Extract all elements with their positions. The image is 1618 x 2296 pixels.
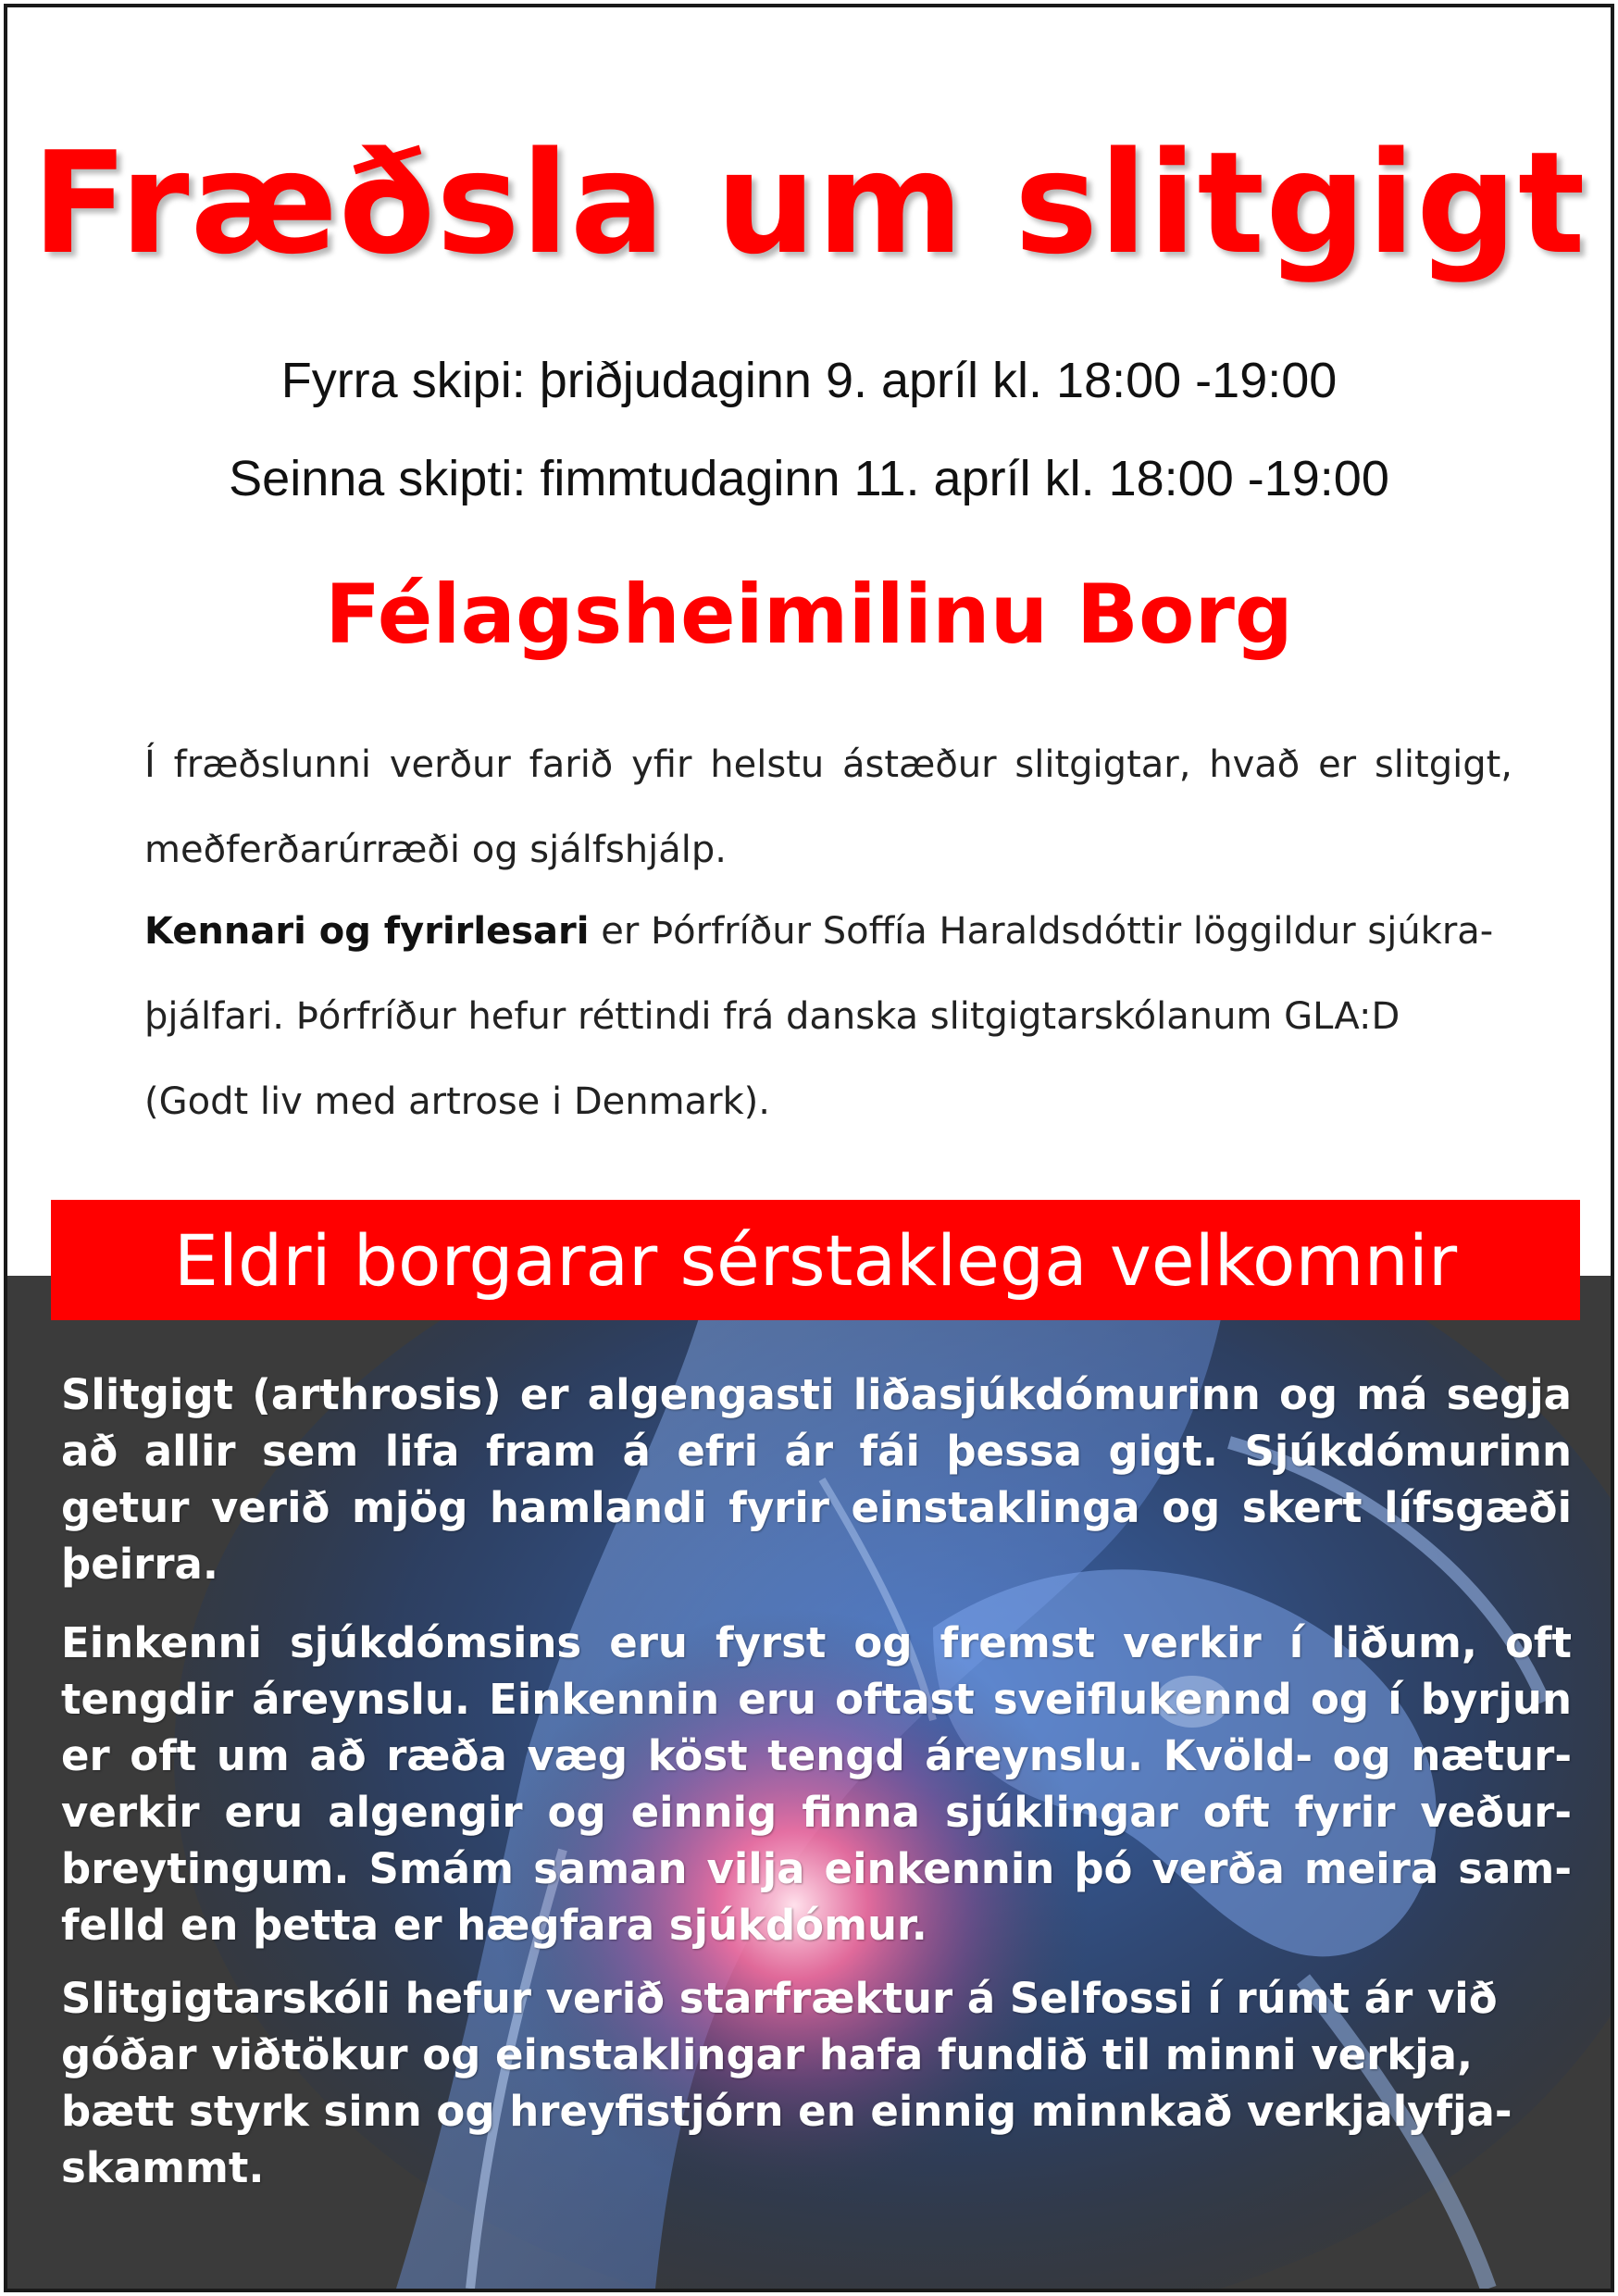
session-first-date: Fyrra skipi: þriðjudaginn 9. apríl kl. 18:00 -19:00 bbox=[280, 353, 1338, 408]
teacher-label: Kennari og fyrirlesari bbox=[144, 910, 590, 953]
body-paragraph-1: Slitgigt (arthrosis) er algengasti liðasjúkdómurinn og má segja að allir sem lifa fram á efri ár fái þessa gigt. Sjúkdómurinn getur verið mjög hamlandi fyrir einstaklinga og skert lífsgæði þeirra. bbox=[61, 1370, 1572, 1589]
banner-text: Eldri borgarar sérstaklega velkomnir bbox=[173, 1218, 1458, 1302]
venue-name: Félagsheimilinu Borg bbox=[325, 567, 1293, 662]
banner-seniors-welcome bbox=[51, 1200, 1580, 1320]
teacher-paragraph bbox=[144, 889, 1512, 1144]
body-paragraph-3: Slitgigtarskóli hefur verið starfræktur á Selfossi í rúmt ár við góðar viðtökur og einstaklingar hafa fundið til minni verkja, bætt styrk sinn og hreyfistjórn en einnig minnkað verkjalyfja-skammt. bbox=[61, 1974, 1512, 2192]
intro-paragraph: Í fræðslunni verður farið yfir helstu ástæður slitgigtar, hvað er slitgigt, meðferðarúrræði og sjálfshjálp. bbox=[144, 743, 1512, 871]
body-paragraph-2: Einkenni sjúkdómsins eru fyrst og fremst verkir í liðum, oft tengdir áreynslu. Einkennin eru oftast sveiflukennd og í byrjun er oft um að ræða væg köst tengd áreynslu. Kvöld- og nætur-verkir eru algengir og einnig finna sjúklingar oft fyrir veður-breytingum. Smám saman vilja einkennin þó verða meira sam-felld en þetta er hægfara sjúkdómur. bbox=[61, 1618, 1572, 1950]
session-second-date: Seinna skipti: fimmtudaginn 11. apríl kl. 18:00 -19:00 bbox=[229, 451, 1389, 506]
poster-title: Fræðsla um slitgigt bbox=[31, 121, 1587, 285]
teacher-text: er Þórfríður Soffía Haraldsdóttir löggildur sjúkra-þjálfari. Þórfríður hefur réttindi frá danska slitgigtarskólanum GLA:D (Godt liv med artrose i Denmark). bbox=[144, 910, 1494, 1123]
